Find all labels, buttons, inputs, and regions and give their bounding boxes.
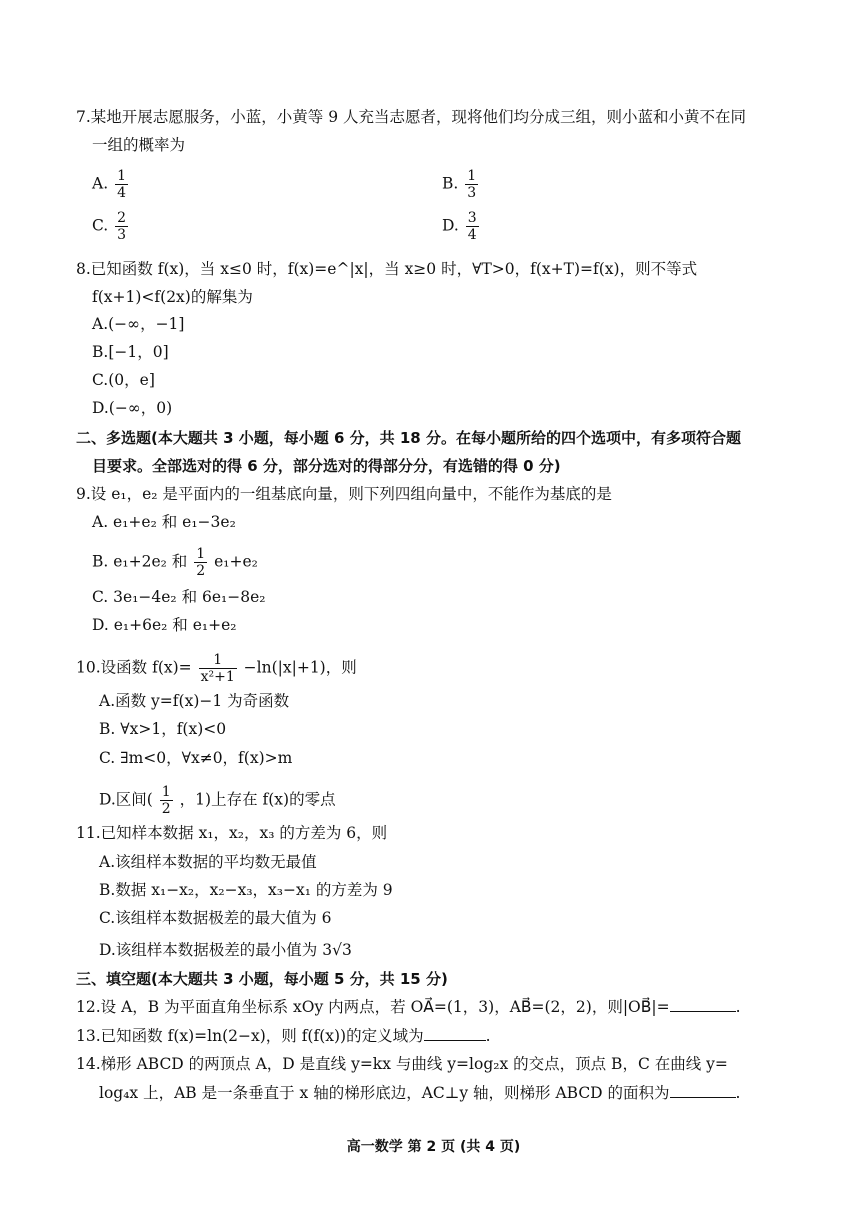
q11-option-b: B.数据 x₁−x₂，x₂−x₃，x₃−x₁ 的方差为 9 <box>99 881 393 899</box>
answer-blank[interactable] <box>670 1083 736 1098</box>
q8-stem: 8.已知函数 f(x)，当 x≤0 时，f(x)=e^|x|，当 x≥0 时，∀T>0，f(x+T)=f(x)，则不等式 <box>76 260 698 278</box>
q10-option-a: A.函数 y=f(x)−1 为奇函数 <box>99 692 290 710</box>
q11-option-c: C.该组样本数据极差的最大值为 6 <box>99 909 332 927</box>
q14-stem-line2: log₄x 上，AB 是一条垂直于 x 轴的梯形底边，AC⊥y 轴，则梯形 ABCD 的面积为 . <box>99 1084 741 1102</box>
q8-stem-line2: f(x+1)<f(2x)的解集为 <box>92 288 253 306</box>
section-2-heading: 二、多选题(本大题共 3 小题，每小题 6 分，共 18 分。在每小题所给的四个选项中，有多项符合题 <box>76 429 741 447</box>
q8-option-c: C.(0，e] <box>92 371 155 389</box>
option-label: C. <box>92 216 109 235</box>
q8-option-d: D.(−∞，0) <box>92 399 173 417</box>
q13-stem: 13.已知函数 f(x)=ln(2−x)，则 f(f(x))的定义域为 . <box>76 1027 491 1045</box>
q7-option-c <box>92 210 130 243</box>
q7-option-d <box>442 210 481 243</box>
fraction: $\frac{2}{3}$ <box>117 210 127 243</box>
fraction: $\frac{1}{2}$ <box>161 784 171 817</box>
q11-option-a: A.该组样本数据的平均数无最值 <box>99 853 317 871</box>
q12-stem: 12.设 A，B 为平面直角坐标系 xOy 内两点，若 OA⃗=(1，3)，AB⃗=(2，2)，则|OB⃗|= . <box>76 998 741 1016</box>
q8-option-a: A.(−∞，−1] <box>92 315 185 333</box>
q10-stem: 10.设函数 f(x)= $\frac{1}{\text{x²+1}}$ −ln(|x|+1)，则 <box>76 652 357 685</box>
q9-option-a: A. e₁+e₂ 和 e₁−3e₂ <box>92 513 236 531</box>
q7-option-a <box>92 168 130 201</box>
page-footer: 高一数学 第 2 页 (共 4 页) <box>346 1139 521 1155</box>
q11-stem: 11.已知样本数据 x₁，x₂，x₃ 的方差为 6，则 <box>76 824 388 842</box>
q9-option-d: D. e₁+6e₂ 和 e₁+e₂ <box>92 616 237 634</box>
q7-stem: 7.某地开展志愿服务，小蓝，小黄等 9 人充当志愿者，现将他们均分成三组，则小蓝和小黄不在同 <box>76 108 747 126</box>
fraction: $\frac{1}{3}$ <box>467 168 477 201</box>
q9-option-c: C. 3e₁−4e₂ 和 6e₁−8e₂ <box>92 588 266 606</box>
fraction: $\frac{1}{4}$ <box>117 168 126 201</box>
fraction: $\frac{1}{\text{x²+1}}$ <box>200 652 235 685</box>
q10-option-d: D.区间( $\frac{1}{2}$ ，1)上存在 f(x)的零点 <box>99 784 336 817</box>
q10-option-b: B. ∀x>1，f(x)<0 <box>99 720 227 738</box>
q7-stem-line2: 一组的概率为 <box>92 136 186 154</box>
answer-blank[interactable] <box>670 997 736 1012</box>
q14-stem: 14.梯形 ABCD 的两顶点 A，D 是直线 y=kx 与曲线 y=log₂x 的交点，顶点 B，C 在曲线 y= <box>76 1055 728 1073</box>
option-label: B. <box>442 174 459 193</box>
answer-blank[interactable] <box>424 1026 486 1041</box>
q8-option-b: B.[−1，0] <box>92 343 169 361</box>
option-label: D. <box>442 216 459 235</box>
section-2-heading-line2: 目要求。全部选对的得 6 分，部分选对的得部分分，有选错的得 0 分) <box>92 457 561 475</box>
q7-option-b <box>442 168 480 201</box>
q11-option-d: D.该组样本数据极差的最小值为 3√3 <box>99 941 352 959</box>
q9-option-b: B. e₁+2e₂ 和 $\frac{1}{2}$ e₁+e₂ <box>92 546 258 579</box>
q9-stem: 9.设 e₁，e₂ 是平面内的一组基底向量，则下列四组向量中，不能作为基底的是 <box>76 485 612 503</box>
fraction: $\frac{1}{2}$ <box>196 546 206 579</box>
option-label: A. <box>92 174 109 193</box>
section-3-heading: 三、填空题(本大题共 3 小题，每小题 5 分，共 15 分) <box>76 970 448 988</box>
fraction: $\frac{3}{4}$ <box>467 210 477 243</box>
q10-option-c: C. ∃m<0，∀x≠0，f(x)>m <box>99 749 293 767</box>
